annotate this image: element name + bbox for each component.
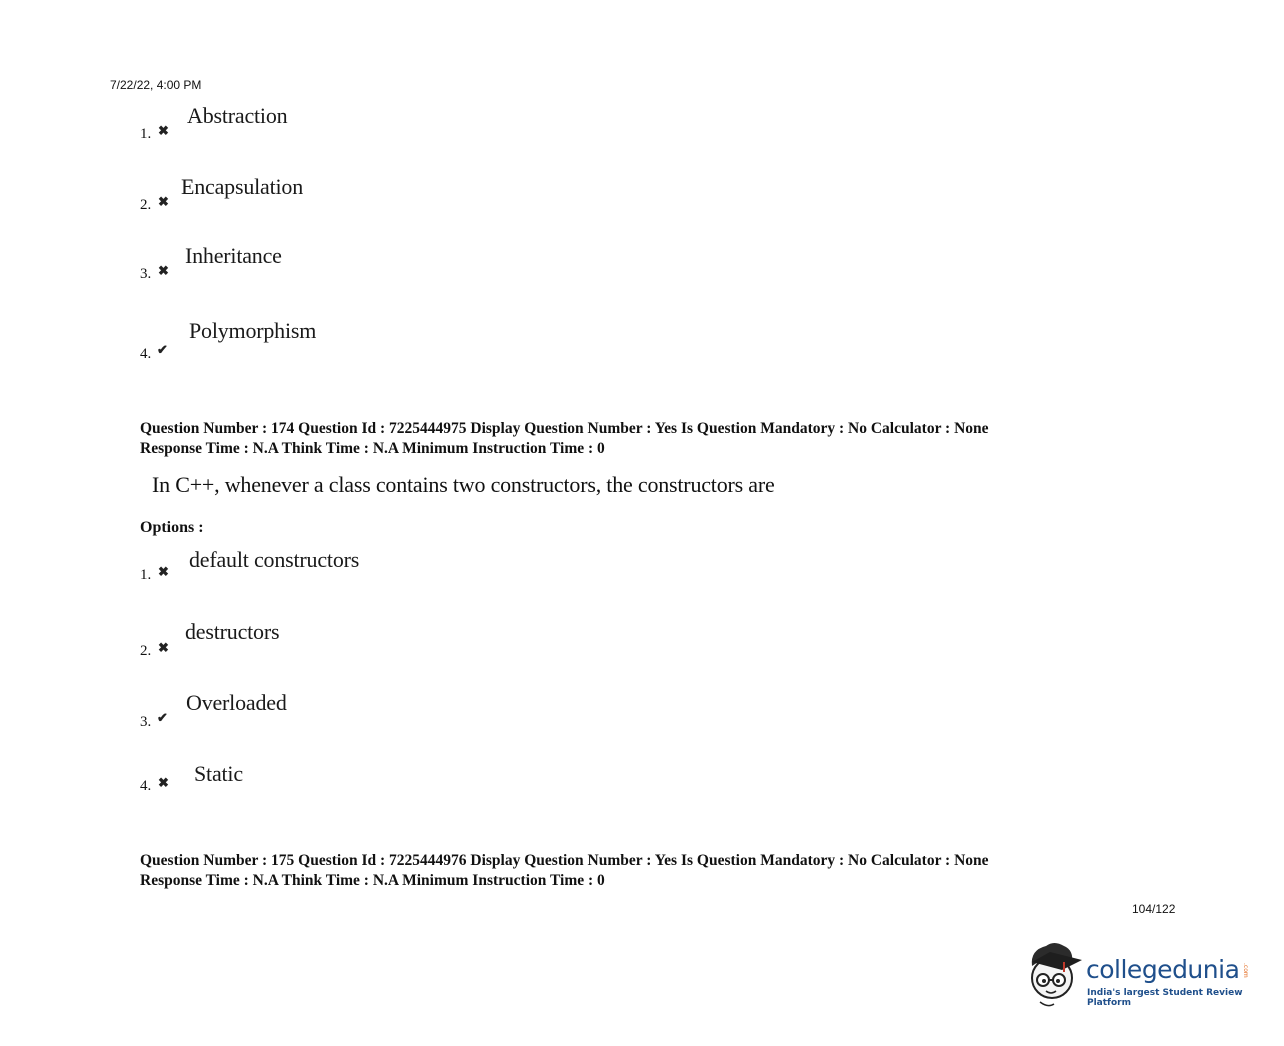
question-174-meta — [140, 419, 989, 459]
option-text: Static — [194, 761, 243, 786]
option-text: Abstraction — [187, 103, 288, 128]
mascot-icon — [1024, 938, 1088, 1010]
print-timestamp: 7/22/22, 4:00 PM — [110, 78, 202, 92]
correct-check-icon: ✔ — [157, 342, 168, 357]
option-text: default constructors — [189, 547, 360, 572]
option-text: Polymorphism — [189, 318, 317, 343]
options-label: Options : — [140, 519, 204, 536]
question-meta-line: Response Time : N.A Think Time : N.A Minimum Instruction Time : 0 — [140, 872, 605, 889]
correct-check-icon: ✔ — [157, 710, 168, 725]
option-number: 3. — [140, 714, 152, 730]
page-number: 104/122 — [1132, 902, 1176, 916]
wrong-cross-icon: ✖ — [158, 194, 169, 209]
option-number: 4. — [140, 778, 152, 794]
option-text: destructors — [185, 619, 280, 644]
option-number: 1. — [140, 567, 152, 583]
option-text: Overloaded — [186, 690, 287, 715]
option-number: 1. — [140, 126, 152, 142]
option-number: 4. — [140, 346, 152, 362]
option-text: Inheritance — [185, 243, 282, 268]
wrong-cross-icon: ✖ — [158, 775, 169, 790]
logo-dotcom: .com — [1242, 963, 1249, 978]
question-175-meta — [140, 851, 989, 891]
wrong-cross-icon: ✖ — [158, 640, 169, 655]
wrong-cross-icon: ✖ — [158, 263, 169, 278]
option-number: 2. — [140, 643, 152, 659]
question-meta-line: Question Number : 174 Question Id : 7225444975 Display Question Number : Yes Is Question Mandatory : No Calculator : None — [140, 420, 989, 437]
option-number: 3. — [140, 266, 152, 282]
logo-wordmark: collegedunia — [1086, 955, 1240, 984]
option-number: 2. — [140, 197, 152, 213]
logo-tagline: India's largest Student Review Platform — [1087, 988, 1243, 1008]
option-text: Encapsulation — [181, 174, 304, 199]
wrong-cross-icon: ✖ — [158, 564, 169, 579]
question-meta-line: Question Number : 175 Question Id : 7225444976 Display Question Number : Yes Is Question Mandatory : No Calculator : None — [140, 852, 989, 869]
question-174-text: In C++, whenever a class contains two constructors, the constructors are — [152, 472, 775, 497]
wrong-cross-icon: ✖ — [158, 123, 169, 138]
question-meta-line: Response Time : N.A Think Time : N.A Minimum Instruction Time : 0 — [140, 440, 605, 457]
